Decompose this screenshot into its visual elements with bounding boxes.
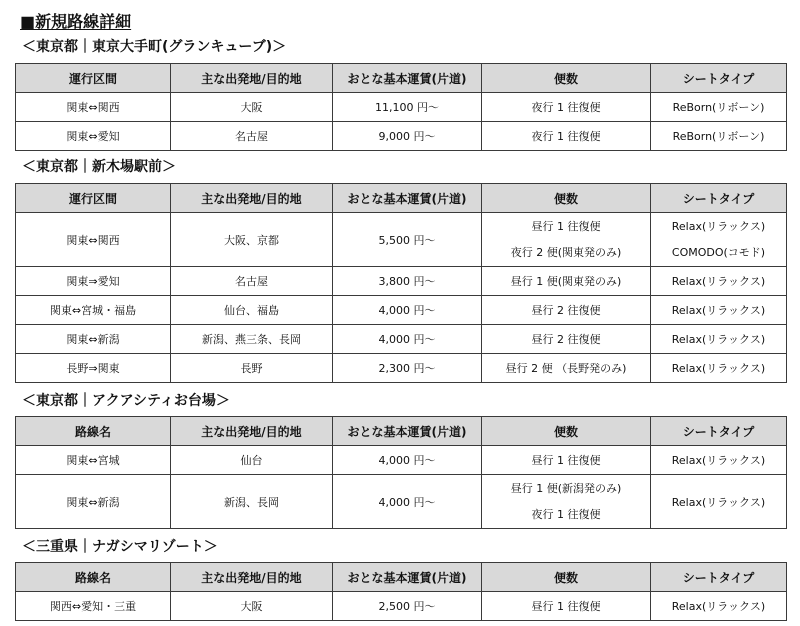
trip-line: 夜行 2 便(関東発のみ)	[510, 245, 622, 259]
header-destinations: 主な出発地/目的地	[171, 563, 333, 592]
cell-seat-type: ReBorn(リボーン)	[651, 93, 787, 122]
cell-route: 関西⇔愛知・三重	[16, 592, 171, 621]
header-seat-type: シートタイプ	[651, 563, 787, 592]
cell-trips: 昼行 2 便 （長野発のみ)	[482, 354, 651, 383]
cell-destinations: 仙台、福島	[171, 296, 333, 325]
cell-destinations: 仙台	[171, 446, 333, 475]
cell-trips: 昼行 1 往復便	[482, 446, 651, 475]
cell-fare: 9,000 円～	[333, 122, 482, 151]
table-row	[16, 296, 787, 325]
cell-fare: 4,000 円～	[333, 296, 482, 325]
trip-line: 昼行 1 往復便	[531, 219, 601, 233]
cell-trips: 昼行 1 便(関東発のみ)	[482, 267, 651, 296]
header-destinations: 主な出発地/目的地	[171, 64, 333, 93]
trip-line: 昼行 1 便(新潟発のみ)	[510, 481, 622, 495]
cell-trips: 昼行 2 往復便	[482, 296, 651, 325]
cell-fare: 2,500 円～	[333, 592, 482, 621]
header-destinations: 主な出発地/目的地	[171, 417, 333, 446]
table-row	[16, 475, 787, 529]
table-row	[16, 592, 787, 621]
header-trips: 便数	[482, 563, 651, 592]
cell-route: 関東⇔愛知	[16, 122, 171, 151]
table-header-row	[16, 563, 787, 592]
cell-destinations: 大阪	[171, 592, 333, 621]
cell-route: 関東⇔宮城	[16, 446, 171, 475]
cell-seat-type: Relax(リラックス)	[651, 354, 787, 383]
header-seat-type: シートタイプ	[651, 64, 787, 93]
section-label-aquacity-odaiba: ＜東京都｜アクアシティお台場＞	[22, 393, 230, 409]
trip-line: 夜行 1 往復便	[531, 507, 601, 521]
header-trips: 便数	[482, 184, 651, 213]
cell-destinations: 大阪	[171, 93, 333, 122]
cell-seat-type: Relax(リラックス)	[651, 592, 787, 621]
cell-seat-type: Relax(リラックス)	[651, 475, 787, 529]
cell-trips: 夜行 1 往復便	[482, 93, 651, 122]
table-row	[16, 267, 787, 296]
cell-fare: 4,000 円～	[333, 446, 482, 475]
table-row	[16, 122, 787, 151]
seat-line: Relax(リラックス)	[671, 219, 766, 233]
header-route: 運行区間	[16, 184, 171, 213]
cell-trips: 昼行 1 往復便	[482, 592, 651, 621]
header-destinations: 主な出発地/目的地	[171, 184, 333, 213]
cell-destinations: 新潟、長岡	[171, 475, 333, 529]
cell-seat-type	[651, 213, 787, 267]
cell-fare: 5,500 円～	[333, 213, 482, 267]
table-header-row	[16, 184, 787, 213]
section-label-shinkiba: ＜東京都｜新木場駅前＞	[22, 159, 176, 175]
table-row	[16, 93, 787, 122]
cell-route: 関東⇒愛知	[16, 267, 171, 296]
cell-route: 関東⇔新潟	[16, 325, 171, 354]
cell-fare: 3,800 円～	[333, 267, 482, 296]
cell-destinations: 名古屋	[171, 267, 333, 296]
cell-seat-type: Relax(リラックス)	[651, 296, 787, 325]
header-fare: おとな基本運賃(片道)	[333, 563, 482, 592]
header-trips: 便数	[482, 64, 651, 93]
cell-seat-type: Relax(リラックス)	[651, 446, 787, 475]
header-seat-type: シートタイプ	[651, 417, 787, 446]
section-label-tokyo-otemachi: ＜東京都｜東京大手町(グランキューブ)＞	[22, 39, 287, 55]
cell-trips	[482, 475, 651, 529]
header-fare: おとな基本運賃(片道)	[333, 417, 482, 446]
table-row	[16, 446, 787, 475]
table-header-row	[16, 417, 787, 446]
cell-destinations: 大阪、京都	[171, 213, 333, 267]
cell-destinations: 名古屋	[171, 122, 333, 151]
cell-destinations: 長野	[171, 354, 333, 383]
cell-fare: 2,300 円～	[333, 354, 482, 383]
header-route-name: 路線名	[16, 563, 171, 592]
header-fare: おとな基本運賃(片道)	[333, 184, 482, 213]
route-table-shinkiba	[15, 183, 787, 383]
route-table-aquacity-odaiba	[15, 416, 787, 529]
cell-trips: 夜行 1 往復便	[482, 122, 651, 151]
header-fare: おとな基本運賃(片道)	[333, 64, 482, 93]
header-route: 運行区間	[16, 64, 171, 93]
cell-route: 関東⇔関西	[16, 93, 171, 122]
cell-destinations: 新潟、燕三条、長岡	[171, 325, 333, 354]
table-row	[16, 213, 787, 267]
cell-seat-type: Relax(リラックス)	[651, 267, 787, 296]
cell-trips	[482, 213, 651, 267]
header-seat-type: シートタイプ	[651, 184, 787, 213]
route-table-nagashima-resort	[15, 562, 787, 621]
cell-route: 関東⇔宮城・福島	[16, 296, 171, 325]
cell-fare: 4,000 円～	[333, 475, 482, 529]
cell-route: 関東⇔関西	[16, 213, 171, 267]
cell-fare: 4,000 円～	[333, 325, 482, 354]
table-header-row	[16, 64, 787, 93]
route-table-tokyo-otemachi	[15, 63, 787, 151]
document-title: ■新規路線詳細	[20, 12, 132, 31]
table-row	[16, 354, 787, 383]
cell-fare: 11,100 円～	[333, 93, 482, 122]
cell-trips: 昼行 2 往復便	[482, 325, 651, 354]
section-label-nagashima-resort: ＜三重県｜ナガシマリゾート＞	[22, 539, 218, 555]
table-row	[16, 325, 787, 354]
cell-route: 長野⇒関東	[16, 354, 171, 383]
header-trips: 便数	[482, 417, 651, 446]
seat-line: COMODO(コモド)	[671, 245, 766, 259]
cell-route: 関東⇔新潟	[16, 475, 171, 529]
cell-seat-type: Relax(リラックス)	[651, 325, 787, 354]
cell-seat-type: ReBorn(リボーン)	[651, 122, 787, 151]
header-route-name: 路線名	[16, 417, 171, 446]
